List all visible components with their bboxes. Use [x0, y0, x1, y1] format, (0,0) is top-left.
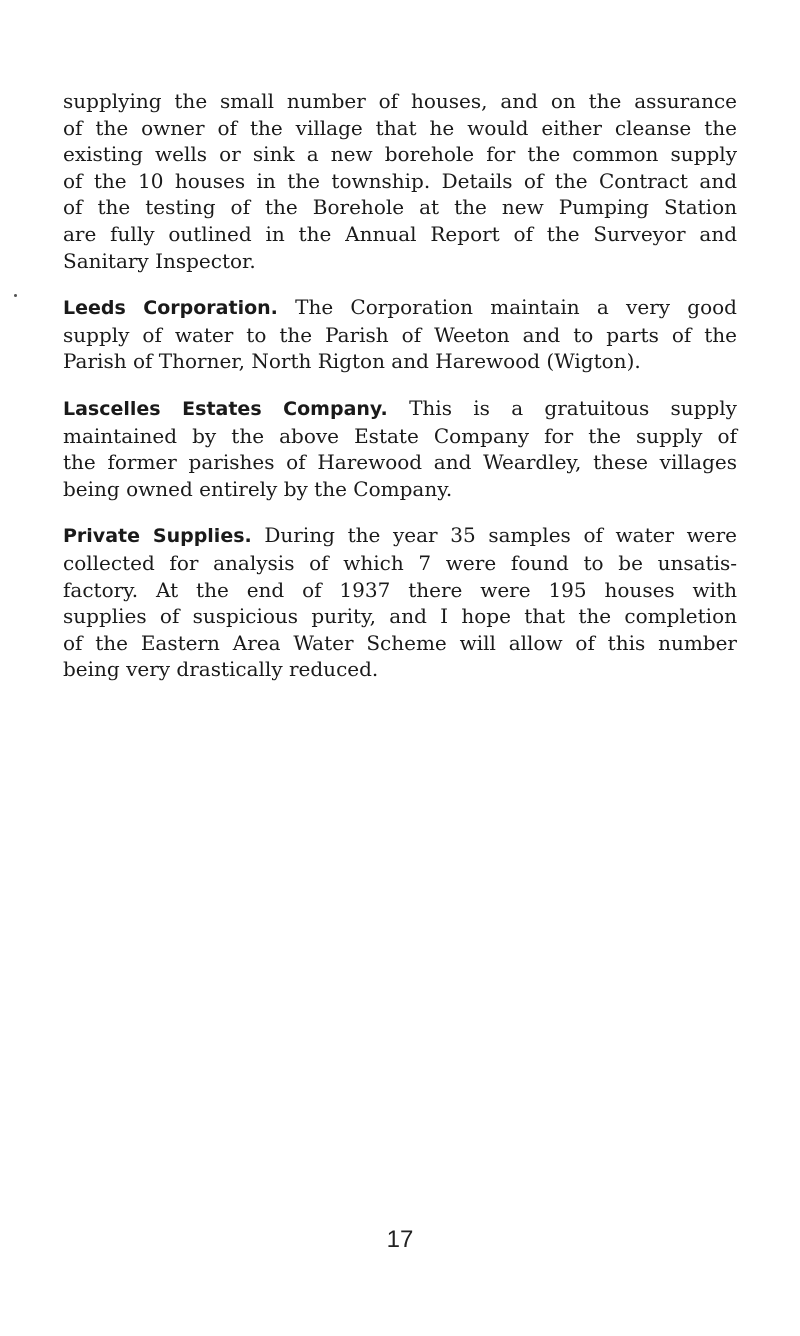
section-heading: Lascelles Estates Company.	[63, 397, 388, 420]
text-line: collected for analysis of which 7 were found to be unsatis-	[63, 550, 737, 575]
text-run: This is a gratuitous supply	[387, 395, 737, 420]
text-line: Sanitary Inspector.	[63, 248, 256, 273]
text-line: of the Eastern Area Water Scheme will allow of this number	[63, 630, 737, 655]
paragraph-private-supplies	[63, 522, 737, 683]
page-number: 17	[386, 1226, 414, 1253]
text-line	[63, 294, 737, 322]
text-line	[63, 395, 737, 423]
paragraph-leeds-corporation	[63, 294, 737, 375]
section-heading: Private Supplies.	[63, 525, 252, 548]
text-line: Parish of Thorner, North Rigton and Harewood (Wigton).	[63, 349, 641, 374]
text-line: maintained by the above Estate Company for the supply of	[63, 423, 737, 448]
stray-ink-mark	[14, 294, 17, 297]
text-line: are fully outlined in the Annual Report of the Surveyor and	[63, 221, 737, 246]
text-line: being very drastically reduced.	[63, 657, 379, 682]
text-line: of the owner of the village that he would either cleanse the	[63, 115, 737, 140]
paragraph-lascelles-estates	[63, 395, 737, 502]
text-line: of the testing of the Borehole at the new Pumping Station	[63, 195, 737, 220]
text-line	[63, 522, 737, 550]
text-line: supplying the small number of houses, and on the assurance	[63, 89, 737, 113]
text-line: existing wells or sink a new borehole for the common supply	[63, 142, 737, 167]
document-body	[63, 88, 737, 703]
text-line: supplies of suspicious purity, and I hope that the completion	[63, 604, 737, 629]
text-line: factory. At the end of 1937 there were 195 houses with	[63, 577, 737, 602]
paragraph-continuation	[63, 88, 737, 274]
text-line: of the 10 houses in the township. Details of the Contract and	[63, 168, 737, 193]
section-heading: Leeds Corporation.	[63, 297, 278, 320]
text-run: During the year 35 samples of water were	[251, 523, 738, 548]
text-line: supply of water to the Parish of Weeton and to parts of the	[63, 322, 737, 347]
text-line: the former parishes of Harewood and Weardley, these villages	[63, 450, 737, 475]
text-line: being owned entirely by the Company.	[63, 476, 453, 501]
text-run: The Corporation maintain a very good	[277, 295, 737, 320]
